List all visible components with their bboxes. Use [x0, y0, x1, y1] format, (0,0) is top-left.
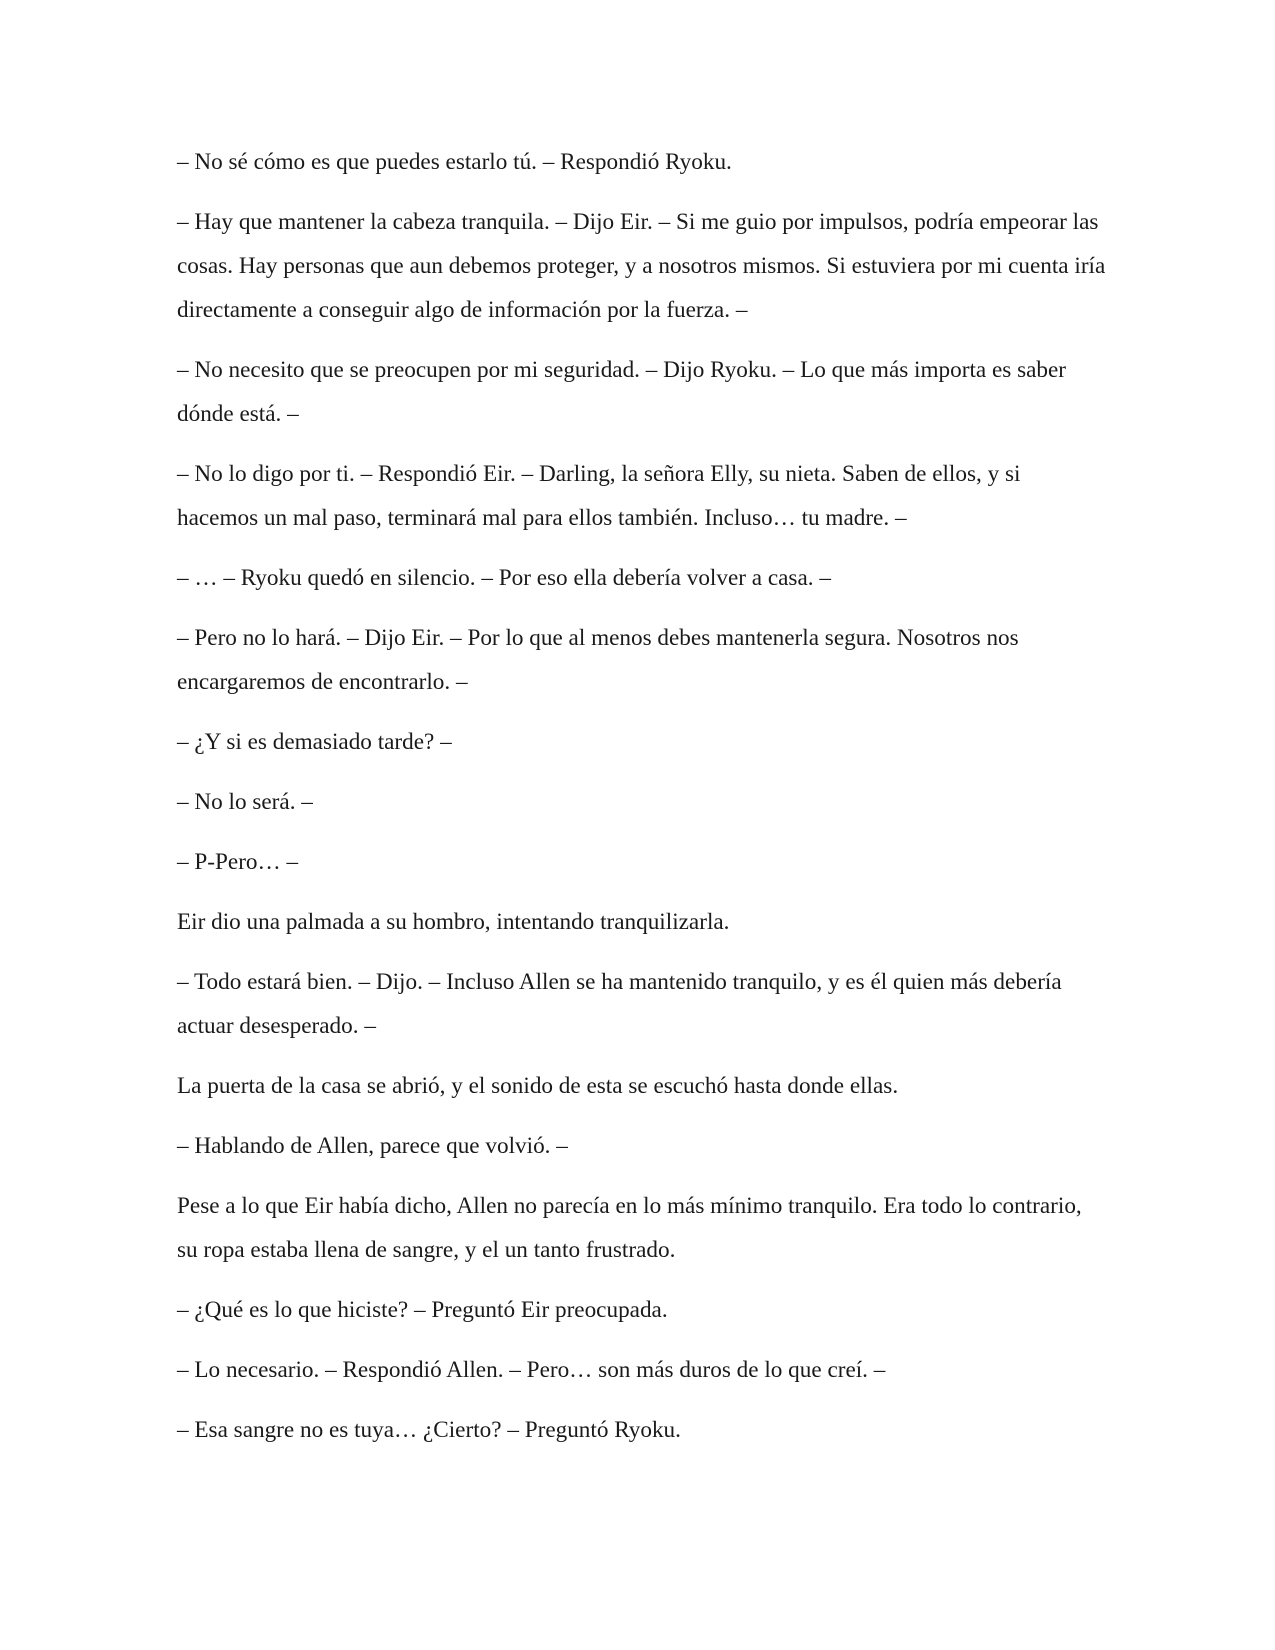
- paragraph: – Pero no lo hará. – Dijo Eir. – Por lo que al menos debes mantenerla segura. Nosotros nos encargaremos de encontrarlo. –: [177, 625, 1019, 695]
- paragraph: – ¿Y si es demasiado tarde? –: [177, 729, 452, 755]
- paragraph: – No necesito que se preocupen por mi seguridad. – Dijo Ryoku. – Lo que más importa es saber dónde está. –: [177, 357, 1067, 427]
- paragraph: – No lo digo por ti. – Respondió Eir. – Darling, la señora Elly, su nieta. Saben de ellos, y si hacemos un mal paso, terminará mal para ellos también. Incluso… tu madre. –: [177, 461, 1021, 531]
- paragraph: – Hay que mantener la cabeza tranquila. – Dijo Eir. – Si me guio por impulsos, podría empeorar las cosas. Hay personas que aun debemos proteger, y a nosotros mismos. Si estuviera por mi cuenta iría directamente a conseguir algo de información por la fuerza. –: [177, 209, 1106, 323]
- paragraph: – No sé cómo es que puedes estarlo tú. – Respondió Ryoku.: [177, 149, 732, 175]
- paragraph: – Hablando de Allen, parece que volvió. –: [177, 1133, 568, 1159]
- document-body: [177, 140, 1107, 1468]
- paragraph: Pese a lo que Eir había dicho, Allen no parecía en lo más mínimo tranquilo. Era todo lo contrario, su ropa estaba llena de sangre, y el un tanto frustrado.: [177, 1193, 1082, 1263]
- paragraph: – Lo necesario. – Respondió Allen. – Pero… son más duros de lo que creí. –: [177, 1357, 886, 1383]
- paragraph: – … – Ryoku quedó en silencio. – Por eso ella debería volver a casa. –: [177, 565, 831, 591]
- paragraph: La puerta de la casa se abrió, y el sonido de esta se escuchó hasta donde ellas.: [177, 1073, 899, 1099]
- paragraph: – ¿Qué es lo que hiciste? – Preguntó Eir preocupada.: [177, 1297, 668, 1323]
- paragraph: – P-Pero… –: [177, 849, 299, 875]
- paragraph: – No lo será. –: [177, 789, 313, 815]
- paragraph: Eir dio una palmada a su hombro, intentando tranquilizarla.: [177, 909, 730, 935]
- paragraph: – Todo estará bien. – Dijo. – Incluso Allen se ha mantenido tranquilo, y es él quien más debería actuar desesperado. –: [177, 969, 1062, 1039]
- paragraph: – Esa sangre no es tuya… ¿Cierto? – Preguntó Ryoku.: [177, 1417, 681, 1443]
